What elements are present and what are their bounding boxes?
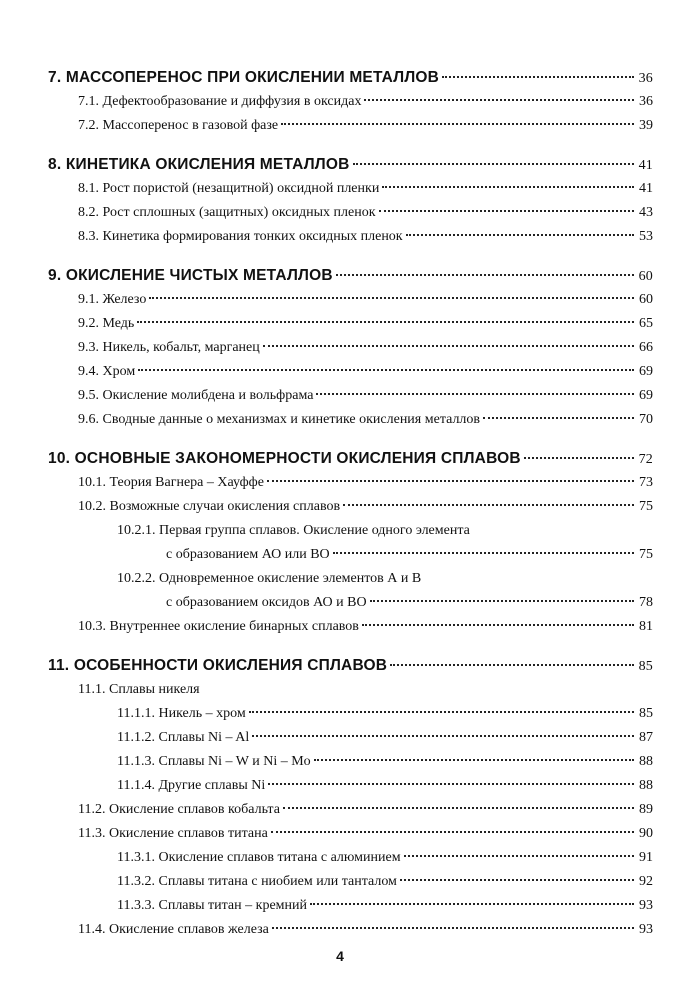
toc-entry-page: 75 <box>639 547 653 562</box>
toc-entry-s10-1[interactable] <box>78 471 653 495</box>
dot-leader <box>406 233 634 236</box>
toc-entry-text: Массоперенос в газовой фазе <box>102 118 279 133</box>
toc-entry-title <box>78 495 340 519</box>
toc-entry-page: 93 <box>639 922 653 937</box>
toc-entry-s11-1-1[interactable] <box>117 702 653 726</box>
toc-entry-s11-3-3[interactable] <box>117 894 653 918</box>
toc-entry-text: Сплавы титан – кремний <box>158 898 307 913</box>
toc-entry-text: Рост сплошных (защитных) оксидных пленок <box>102 205 376 220</box>
toc-entry-text: Дефектообразование и диффузия в оксидах <box>102 94 362 109</box>
toc-entry-page: 85 <box>638 659 653 674</box>
toc-entry-number: 9.1. <box>78 292 99 307</box>
toc-entry-title <box>78 471 264 495</box>
dot-leader <box>283 806 634 809</box>
toc-entry-text: Другие сплавы Ni <box>158 778 266 793</box>
toc-entry-number: 10.3. <box>78 619 106 634</box>
toc-entry-page: 89 <box>639 802 653 817</box>
toc-entry-page: 41 <box>638 158 653 173</box>
dot-leader <box>138 368 634 371</box>
toc-entry-number: 11.3.1. <box>117 850 155 865</box>
toc-entry-title <box>78 336 260 360</box>
dot-leader <box>249 710 634 713</box>
dot-leader <box>272 926 634 929</box>
toc-entry-text: Окисление сплавов кобальта <box>108 802 280 817</box>
dot-leader <box>316 392 634 395</box>
dot-leader <box>149 296 634 299</box>
toc-entry-page: 69 <box>639 388 653 403</box>
toc-entry-text: Окисление молибдена и вольфрама <box>102 388 314 403</box>
toc-entry-s10-2-1a[interactable] <box>117 519 470 543</box>
toc-entry-text: с образованием АО или ВО <box>166 547 330 562</box>
toc-entry-page: 36 <box>638 71 653 86</box>
dot-leader <box>343 503 634 506</box>
toc-entry-title <box>166 591 367 615</box>
dot-leader <box>310 902 634 905</box>
toc-entry-title <box>48 447 521 471</box>
toc-entry-number: 11.3. <box>78 826 106 841</box>
toc-entry-s9-6[interactable] <box>78 408 653 432</box>
toc-entry-ch11[interactable] <box>48 654 653 678</box>
toc-entry-s11-3-1[interactable] <box>117 846 653 870</box>
toc-entry-title <box>117 870 397 894</box>
toc-entry-s11-3-2[interactable] <box>117 870 653 894</box>
toc-entry-page: 73 <box>639 475 653 490</box>
toc-entry-number: 11.1.1. <box>117 706 155 721</box>
toc-entry-text: Кинетика формирования тонких оксидных пленок <box>102 229 403 244</box>
toc-entry-text: Одновременное окисление элементов А и В <box>159 571 422 586</box>
toc-entry-s11-1[interactable] <box>78 678 200 702</box>
toc-entry-s10-3[interactable] <box>78 615 653 639</box>
toc-entry-text: Никель – хром <box>158 706 246 721</box>
toc-entry-title <box>78 918 269 942</box>
toc-entry-page: 75 <box>639 499 653 514</box>
toc-entry-s9-1[interactable] <box>78 288 653 312</box>
toc-entry-s10-2[interactable] <box>78 495 653 519</box>
toc-entry-number: 9.4. <box>78 364 99 379</box>
toc-entry-text: МАССОПЕРЕНОС ПРИ ОКИСЛЕНИИ МЕТАЛЛОВ <box>65 69 440 86</box>
toc-entry-title <box>117 774 265 798</box>
toc-entry-page: 60 <box>639 292 653 307</box>
toc-entry-s8-1[interactable] <box>78 177 653 201</box>
toc-entry-page: 39 <box>639 118 653 133</box>
toc-entry-title <box>48 264 333 288</box>
toc-entry-s10-2-2b[interactable] <box>166 591 653 615</box>
toc-entry-title <box>78 177 379 201</box>
toc-entry-title <box>78 678 200 702</box>
dot-leader <box>524 456 634 459</box>
dot-leader <box>267 479 634 482</box>
toc-entry-text: Теория Вагнера – Хауффе <box>109 475 264 490</box>
toc-entry-page: 36 <box>639 94 653 109</box>
dot-leader <box>382 185 634 188</box>
toc-entry-s7-1[interactable] <box>78 90 653 114</box>
toc-entry-number: 11.3.2. <box>117 874 155 889</box>
toc-entry-number: 11. <box>48 657 70 674</box>
toc-entry-s11-1-4[interactable] <box>117 774 653 798</box>
toc-entry-page: 92 <box>639 874 653 889</box>
toc-entry-title <box>78 798 280 822</box>
toc-entry-number: 11.1.3. <box>117 754 155 769</box>
toc-entry-text: Хром <box>102 364 136 379</box>
toc-entry-number: 8.3. <box>78 229 99 244</box>
toc-entry-number: 11.1.2. <box>117 730 155 745</box>
toc-entry-text: ОКИСЛЕНИЕ ЧИСТЫХ МЕТАЛЛОВ <box>65 267 333 284</box>
toc-entry-number: 9.3. <box>78 340 99 355</box>
toc-entry-title <box>78 822 268 846</box>
toc-entry-ch10[interactable] <box>48 447 653 471</box>
toc-entry-s8-2[interactable] <box>78 201 653 225</box>
dot-leader <box>271 830 634 833</box>
dot-leader <box>336 273 634 276</box>
toc-entry-number: 8.1. <box>78 181 99 196</box>
toc-entry-s11-1-3[interactable] <box>117 750 653 774</box>
toc-entry-title <box>48 153 350 177</box>
toc-entry-text: Окисление сплавов титана <box>108 826 268 841</box>
toc-entry-text: Возможные случаи окисления сплавов <box>109 499 341 514</box>
toc-entry-text: ОСОБЕННОСТИ ОКИСЛЕНИЯ СПЛАВОВ <box>73 657 388 674</box>
toc-entry-page: 90 <box>639 826 653 841</box>
toc-entry-text: Сплавы Ni – W и Ni – Mo <box>158 754 311 769</box>
toc-entry-page: 53 <box>639 229 653 244</box>
toc-entry-title <box>78 90 361 114</box>
toc-entry-s9-2[interactable] <box>78 312 653 336</box>
toc-entry-s9-4[interactable] <box>78 360 653 384</box>
toc-entry-text: Рост пористой (незащитной) оксидной пленки <box>102 181 380 196</box>
toc-entry-title <box>78 615 359 639</box>
toc-entry-text: Окисление сплавов железа <box>108 922 269 937</box>
toc-entry-text: Сводные данные о механизмах и кинетике окисления металлов <box>102 412 481 427</box>
toc-entry-page: 66 <box>639 340 653 355</box>
dot-leader <box>268 782 634 785</box>
toc-entry-number: 11.2. <box>78 802 106 817</box>
toc-entry-page: 88 <box>639 754 653 769</box>
toc-entry-title <box>78 384 313 408</box>
toc-entry-number: 10. <box>48 450 71 467</box>
toc-entry-number: 7. <box>48 69 62 86</box>
dot-leader <box>390 663 634 666</box>
toc-entry-number: 7.1. <box>78 94 99 109</box>
toc-entry-number: 8. <box>48 156 62 173</box>
toc-entry-page: 65 <box>639 316 653 331</box>
toc-entry-number: 11.1.4. <box>117 778 155 793</box>
toc-entry-title <box>78 312 134 336</box>
page-number: 4 <box>336 948 344 964</box>
toc-entry-number: 9.5. <box>78 388 99 403</box>
toc-entry-title <box>78 114 278 138</box>
toc-entry-title <box>48 654 387 678</box>
dot-leader <box>281 122 634 125</box>
toc-entry-text: с образованием оксидов АО и ВО <box>166 595 367 610</box>
toc-entry-page: 88 <box>639 778 653 793</box>
toc-entry-s11-2[interactable] <box>78 798 653 822</box>
toc-entry-title <box>166 543 330 567</box>
toc-entry-title <box>117 750 311 774</box>
toc-entry-number: 9. <box>48 267 62 284</box>
dot-leader <box>333 551 634 554</box>
dot-leader <box>364 98 634 101</box>
toc-entry-title <box>117 702 246 726</box>
toc-entry-s8-3[interactable] <box>78 225 653 249</box>
toc-entry-title <box>78 288 146 312</box>
toc-entry-page: 69 <box>639 364 653 379</box>
dot-leader <box>400 878 634 881</box>
toc-entry-title <box>48 66 439 90</box>
toc-entry-text: КИНЕТИКА ОКИСЛЕНИЯ МЕТАЛЛОВ <box>65 156 350 173</box>
dot-leader <box>379 209 634 212</box>
toc-entry-title <box>78 225 403 249</box>
toc-entry-page: 43 <box>639 205 653 220</box>
toc-entry-number: 7.2. <box>78 118 99 133</box>
toc-entry-s10-2-1b[interactable] <box>166 543 653 567</box>
toc-entry-page: 60 <box>638 269 653 284</box>
toc-entry-text: Сплавы Ni – Al <box>158 730 250 745</box>
toc-entry-number: 11.4. <box>78 922 106 937</box>
toc-entry-number: 8.2. <box>78 205 99 220</box>
toc-entry-text: Окисление сплавов титана с алюминием <box>158 850 401 865</box>
dot-leader <box>483 416 634 419</box>
toc-entry-number: 11.1. <box>78 682 106 697</box>
toc-entry-number: 11.3.3. <box>117 898 155 913</box>
dot-leader <box>252 734 634 737</box>
dot-leader <box>263 344 634 347</box>
toc-entry-page: 41 <box>639 181 653 196</box>
toc-entry-title <box>117 894 307 918</box>
toc-entry-ch8[interactable] <box>48 153 653 177</box>
dot-leader <box>314 758 634 761</box>
toc-entry-number: 9.2. <box>78 316 99 331</box>
toc-entry-text: Никель, кобальт, марганец <box>102 340 260 355</box>
dot-leader <box>353 162 634 165</box>
toc-entry-text: Медь <box>102 316 135 331</box>
toc-entry-s9-5[interactable] <box>78 384 653 408</box>
toc-entry-text: Первая группа сплавов. Окисление одного элемента <box>159 523 470 538</box>
dot-leader <box>370 599 634 602</box>
toc-entry-s11-1-2[interactable] <box>117 726 653 750</box>
toc-entry-number: 9.6. <box>78 412 99 427</box>
toc-entry-page: 72 <box>638 452 653 467</box>
toc-entry-number: 10.2.2. <box>117 571 156 586</box>
toc-entry-title <box>117 846 401 870</box>
toc-entry-page: 87 <box>639 730 653 745</box>
toc-entry-title <box>78 360 135 384</box>
toc-entry-text: Сплавы титана с ниобием или танталом <box>158 874 397 889</box>
toc-entry-s10-2-2a[interactable] <box>117 567 421 591</box>
dot-leader <box>362 623 634 626</box>
toc-entry-s9-3[interactable] <box>78 336 653 360</box>
toc-entry-s7-2[interactable] <box>78 114 653 138</box>
toc-entry-text: ОСНОВНЫЕ ЗАКОНОМЕРНОСТИ ОКИСЛЕНИЯ СПЛАВОВ <box>74 450 521 467</box>
toc-entry-text: Внутреннее окисление бинарных сплавов <box>109 619 359 634</box>
toc-entry-number: 10.1. <box>78 475 106 490</box>
toc-entry-title <box>117 726 249 750</box>
toc-entry-page: 91 <box>639 850 653 865</box>
toc-entry-title <box>117 519 470 543</box>
toc-entry-title <box>117 567 421 591</box>
toc-entry-s11-3[interactable] <box>78 822 653 846</box>
dot-leader <box>442 75 634 78</box>
toc-entry-ch7[interactable] <box>48 66 653 90</box>
toc-entry-number: 10.2. <box>78 499 106 514</box>
toc-entry-title <box>78 201 376 225</box>
toc-entry-page: 78 <box>639 595 653 610</box>
toc-entry-page: 93 <box>639 898 653 913</box>
toc-entry-page: 81 <box>639 619 653 634</box>
dot-leader <box>137 320 634 323</box>
dot-leader <box>404 854 634 857</box>
toc-entry-text: Железо <box>102 292 147 307</box>
toc-entry-page: 85 <box>639 706 653 721</box>
toc-entry-number: 10.2.1. <box>117 523 156 538</box>
toc-entry-page: 70 <box>639 412 653 427</box>
toc-entry-s11-4[interactable] <box>78 918 653 942</box>
toc-entry-title <box>78 408 480 432</box>
toc-entry-ch9[interactable] <box>48 264 653 288</box>
toc-entry-text: Сплавы никеля <box>108 682 200 697</box>
